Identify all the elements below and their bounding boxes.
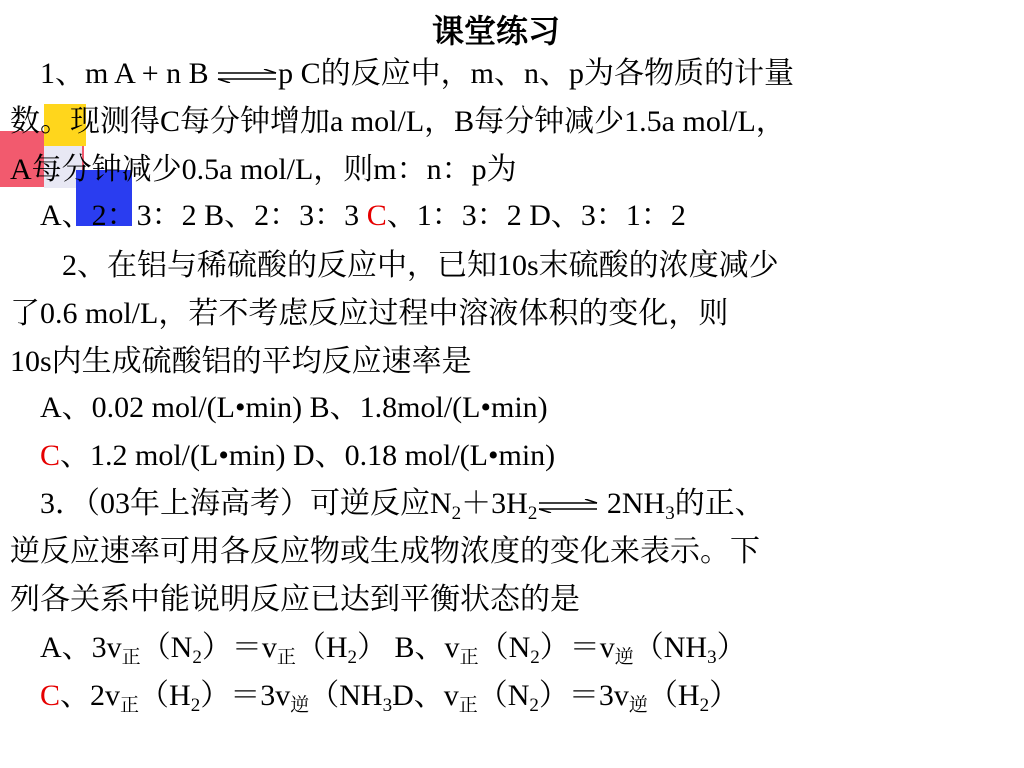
q3-line1 <box>40 486 765 522</box>
q3-opt-text: （N <box>477 679 530 712</box>
q1-reactants: 1、m A + n B <box>40 57 217 90</box>
q1-options <box>40 198 686 234</box>
q3-opt-text: ）＝v <box>201 631 277 664</box>
subscript: 2 <box>192 647 202 668</box>
subscript: 2 <box>530 647 540 668</box>
subscript: 3 <box>665 503 675 524</box>
q2-line2: 了0.6 mol/L，若不考虑反应过程中溶液体积的变化，则 <box>10 297 729 330</box>
q2-option-cd-text: 、1.2 mol/(L•min) D、0.18 mol/(L•min) <box>60 439 556 472</box>
subscript: 2 <box>451 503 462 524</box>
q3-opt-text: （NH <box>633 631 708 664</box>
q3-opt-text: ） B、v <box>357 631 460 664</box>
q3-opt-text: ）＝v <box>539 631 615 664</box>
subscript: 2 <box>529 695 539 716</box>
equilibrium-arrow-icon <box>537 499 599 513</box>
q1-products: p C的反应中，m、n、p为各物质的计量 <box>278 57 794 90</box>
subscript: 2 <box>347 647 358 668</box>
q1-line1 <box>40 56 794 92</box>
q3-text-b: ＋3H <box>461 487 528 520</box>
q3-option-cd <box>40 678 739 714</box>
q3-line2: 逆反应速率可用各反应物或生成物浓度的变化来表示。下 <box>10 535 760 568</box>
q3-text-d: 的正、 <box>674 487 765 520</box>
q3-opt-text: D、v <box>392 679 459 712</box>
subscript: 3 <box>707 647 717 668</box>
q1-line2: 数。现测得C每分钟增加a mol/L，B每分钟减少1.5a mol/L， <box>10 105 786 138</box>
subscript: 逆 <box>290 695 310 716</box>
subscript: 2 <box>190 695 201 716</box>
q3-opt-text: （H <box>647 679 700 712</box>
equilibrium-arrow-icon <box>216 69 278 83</box>
q3-opt-text: ）＝3v <box>200 679 291 712</box>
subscript: 正 <box>120 695 140 716</box>
q1-option-cd: 、1：3：2 D、3：1：2 <box>386 199 686 232</box>
q3-option-ab <box>40 630 747 666</box>
q3-line3: 列各关系中能说明反应已达到平衡状态的是 <box>10 583 580 616</box>
q1-answer-letter: C <box>366 199 387 232</box>
q3-opt-text: A、3v <box>40 631 122 664</box>
q3-opt-text: ） <box>709 679 740 712</box>
q3-opt-text: 、2v <box>60 679 121 712</box>
q3-text-c: 2NH <box>599 487 666 520</box>
subscript: 逆 <box>614 647 634 668</box>
q3-opt-text: ） <box>716 631 747 664</box>
q3-answer-letter: C <box>40 679 61 712</box>
page-title: 课堂练习 <box>432 13 561 49</box>
subscript: 2 <box>527 503 538 524</box>
q3-opt-text: （NH <box>309 679 383 712</box>
q2-answer-letter: C <box>40 439 61 472</box>
q2-line1: 2、在铝与稀硫酸的反应中，已知10s末硫酸的浓度减少 <box>62 249 779 282</box>
q3-opt-text: （N <box>478 631 531 664</box>
subscript: 正 <box>276 647 296 668</box>
subscript: 逆 <box>628 695 648 716</box>
q3-opt-text: ）＝3v <box>538 679 629 712</box>
subscript: 正 <box>121 647 141 668</box>
q2-line3: 10s内生成硫酸铝的平均反应速率是 <box>10 345 472 378</box>
q1-line3: A每分钟减少0.5a mol/L，则m：n：p为 <box>10 153 517 186</box>
subscript: 2 <box>699 695 710 716</box>
q3-opt-text: （H <box>139 679 191 712</box>
subscript: 正 <box>458 695 478 716</box>
q1-option-ab: A、2：3：2 B、2：3：3 <box>40 199 367 232</box>
q3-text-a: 3．（03年上海高考）可逆反应N <box>40 487 452 520</box>
q3-opt-text: （N <box>140 631 193 664</box>
subscript: 正 <box>459 647 479 668</box>
subscript: 3 <box>382 695 393 716</box>
q2-option-ab: A、0.02 mol/(L•min) B、1.8mol/(L•min) <box>40 391 548 424</box>
q3-opt-text: （H <box>295 631 348 664</box>
q2-option-cd <box>40 438 555 474</box>
